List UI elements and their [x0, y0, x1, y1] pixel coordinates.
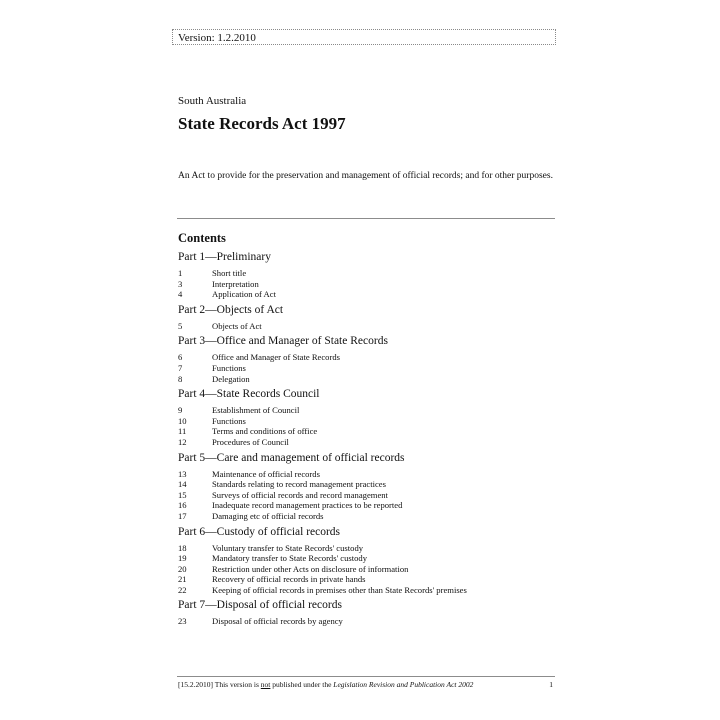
section-title: Voluntary transfer to State Records' custody [212, 542, 364, 553]
section-title: Interpretation [212, 278, 259, 289]
contents-entry[interactable] [178, 363, 558, 374]
section-number: 16 [178, 500, 187, 511]
version-label: Version: 1.2.2010 [178, 32, 256, 44]
section-title: Restriction under other Acts on disclosure of information [212, 563, 409, 574]
section-title: Office and Manager of State Records [212, 352, 340, 363]
section-title: Functions [212, 362, 246, 373]
contents-entry[interactable] [178, 289, 558, 300]
contents-entry[interactable] [178, 279, 558, 290]
section-title: Delegation [212, 373, 250, 384]
contents-part [178, 525, 558, 596]
contents-part [178, 250, 558, 300]
part-heading[interactable]: Part 6—Custody of official records [178, 525, 341, 538]
contents-part [178, 451, 558, 522]
section-number: 6 [178, 352, 183, 363]
section-title: Disposal of official records by agency [212, 616, 343, 627]
section-title: Maintenance of official records [212, 468, 320, 479]
section-number: 5 [178, 320, 183, 331]
contents-entry[interactable] [178, 374, 558, 385]
contents-entry[interactable] [178, 437, 558, 448]
section-title: Mandatory transfer to State Records' custody [212, 553, 368, 564]
contents-entry[interactable] [178, 585, 558, 596]
section-number: 22 [178, 584, 187, 595]
section-number: 8 [178, 373, 183, 384]
section-number: 13 [178, 468, 187, 479]
footer-text-before: This version is [214, 680, 259, 689]
contents-entry[interactable] [178, 352, 558, 363]
section-title: Application of Act [212, 289, 276, 300]
footer-not: not [260, 680, 271, 689]
contents-entry[interactable] [178, 574, 558, 585]
footer-text-after: published under the [272, 680, 332, 689]
section-number: 4 [178, 289, 183, 300]
contents-part [178, 598, 558, 627]
section-number: 17 [178, 510, 187, 521]
divider-top [177, 218, 555, 219]
section-number: 14 [178, 479, 187, 490]
section-number: 18 [178, 542, 187, 553]
contents-entry[interactable] [178, 490, 558, 501]
contents-entry[interactable] [178, 543, 558, 554]
section-title: Inadequate record management practices to be reported [212, 500, 403, 511]
section-number: 11 [178, 426, 187, 437]
section-number: 19 [178, 553, 187, 564]
contents-part [178, 303, 558, 332]
section-title: Procedures of Council [212, 436, 289, 447]
section-title: Recovery of official records in private hands [212, 574, 366, 585]
page-number: 1 [549, 680, 553, 689]
contents-heading: Contents [178, 231, 226, 245]
section-number: 15 [178, 489, 187, 500]
part-heading[interactable]: Part 1—Preliminary [178, 251, 271, 263]
contents-entry[interactable] [178, 500, 558, 511]
section-title: Keeping of official records in premises other than State Records' premises [212, 584, 467, 595]
contents-entry[interactable] [178, 479, 558, 490]
section-title: Damaging etc of official records [212, 510, 324, 521]
part-heading[interactable]: Part 7—Disposal of official records [178, 599, 342, 612]
contents-entry[interactable] [178, 416, 558, 427]
section-title: Standards relating to record management practices [212, 479, 386, 490]
footer-date: [15.2.2010] [178, 680, 213, 689]
section-title: Establishment of Council [212, 405, 300, 416]
divider-bottom [177, 676, 555, 677]
long-title: An Act to provide for the preservation and management of official records; and for other purposes. [178, 171, 553, 181]
section-number: 12 [178, 436, 187, 447]
section-number: 1 [178, 268, 183, 278]
section-number: 3 [178, 278, 183, 289]
section-title: Functions [212, 415, 246, 426]
footer-legislation-title: Legislation Revision and Publication Act 2002 [333, 680, 474, 689]
section-title: Short title [212, 268, 247, 278]
section-number: 23 [178, 616, 187, 627]
page-footer [178, 680, 553, 690]
part-heading[interactable]: Part 4—State Records Council [178, 388, 320, 401]
section-title: Surveys of official records and record management [212, 489, 388, 500]
section-number: 20 [178, 563, 187, 574]
section-title: Terms and conditions of office [212, 426, 318, 437]
contents-entry[interactable] [178, 553, 558, 564]
contents-entry[interactable] [178, 511, 558, 522]
part-heading[interactable]: Part 2—Objects of Act [178, 303, 284, 316]
contents-list [178, 248, 558, 630]
section-number: 10 [178, 415, 187, 426]
contents-entry[interactable] [178, 616, 558, 627]
contents-part [178, 387, 558, 447]
footer-note [178, 680, 473, 690]
contents-entry[interactable] [178, 321, 558, 332]
contents-entry[interactable] [178, 564, 558, 575]
part-heading[interactable]: Part 5—Care and management of official records [178, 451, 405, 464]
act-title: State Records Act 1997 [178, 114, 346, 133]
contents-part [178, 334, 558, 384]
contents-entry[interactable] [178, 426, 558, 437]
section-number: 7 [178, 362, 183, 373]
section-title: Objects of Act [212, 320, 262, 331]
jurisdiction: South Australia [178, 95, 247, 107]
contents-entry[interactable] [178, 469, 558, 480]
section-number: 9 [178, 405, 183, 416]
part-heading[interactable]: Part 3—Office and Manager of State Records [178, 335, 388, 348]
contents-entry[interactable] [178, 268, 558, 279]
version-box [172, 29, 556, 45]
contents-entry[interactable] [178, 405, 558, 416]
section-number: 21 [178, 574, 187, 585]
